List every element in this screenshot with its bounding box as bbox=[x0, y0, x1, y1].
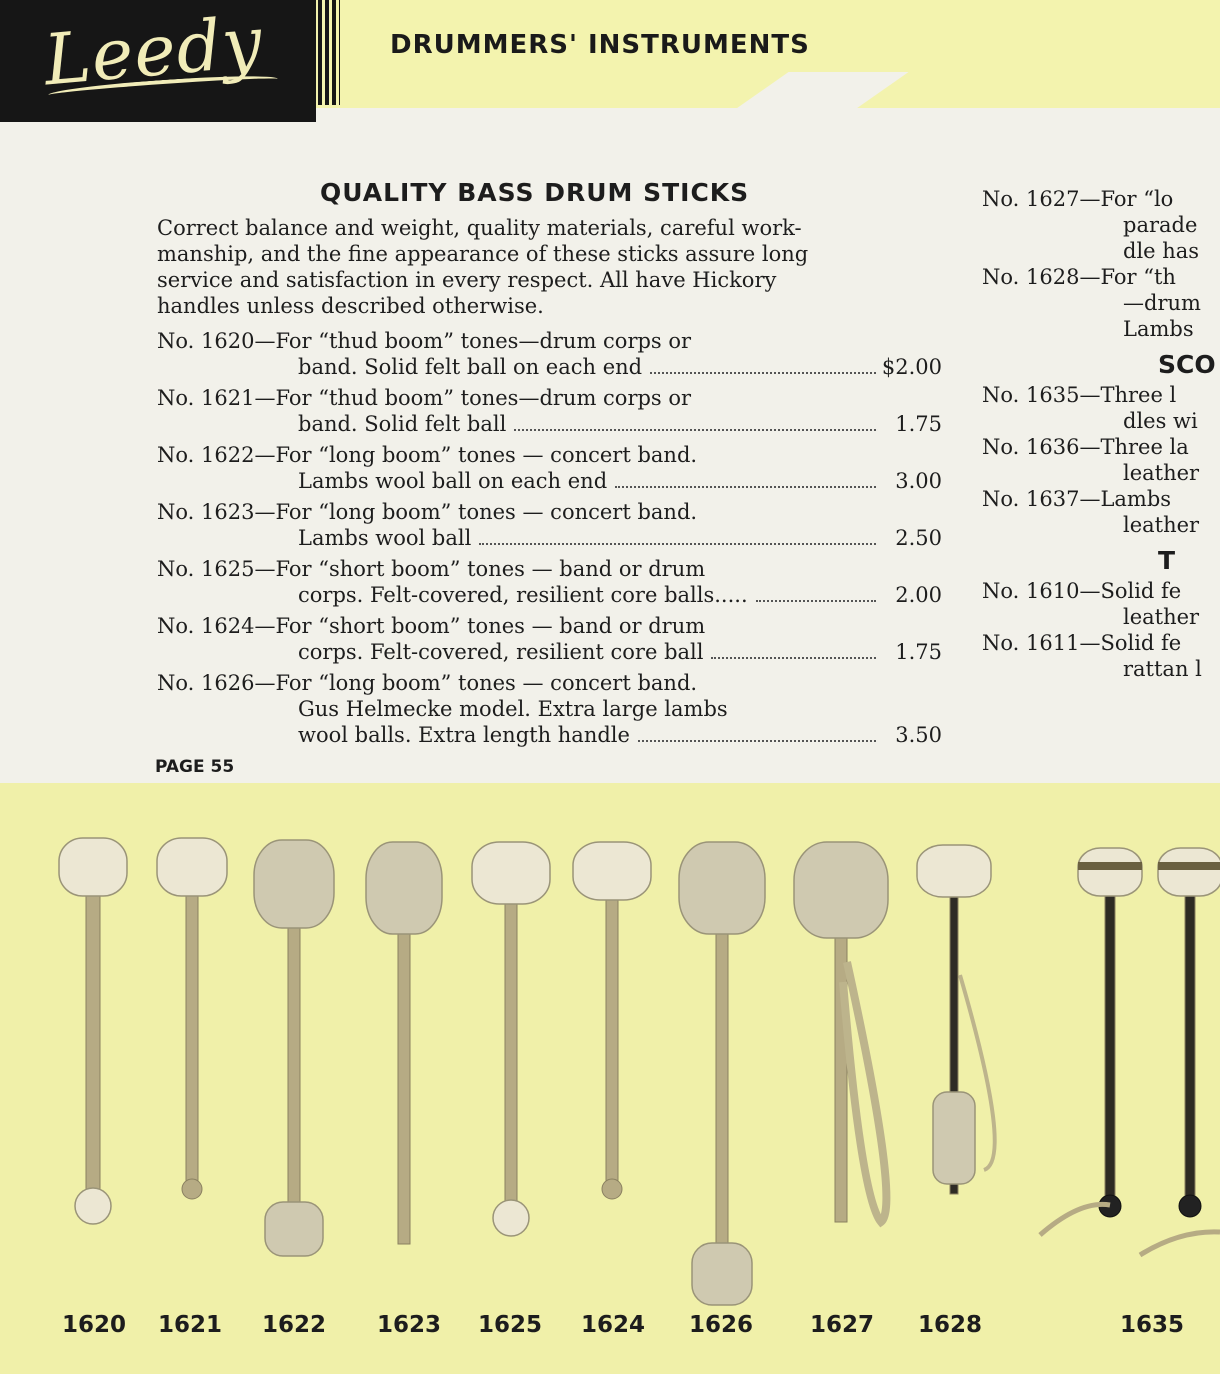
stick-label: 1625 bbox=[478, 1312, 543, 1338]
stick-strap bbox=[843, 962, 886, 1222]
item-description: corps. Felt-covered, resilient core ball bbox=[298, 640, 704, 664]
stick-head bbox=[366, 842, 442, 934]
item-last-line bbox=[157, 582, 942, 608]
leader-dots bbox=[479, 543, 876, 545]
stick-head bbox=[573, 842, 651, 900]
item-number: No. 1624— bbox=[157, 614, 276, 638]
stick-head bbox=[794, 842, 888, 938]
item-description: For “thud boom” tones—drum corps or bbox=[275, 386, 692, 410]
item-price: 3.50 bbox=[895, 723, 942, 747]
leader-dots bbox=[650, 372, 876, 374]
stick-head bbox=[1078, 848, 1142, 896]
right-column-line: dles wi bbox=[1123, 409, 1198, 433]
right-column-line: —drum bbox=[1123, 291, 1201, 315]
stick-head bbox=[917, 845, 991, 897]
intro-paragraph bbox=[157, 215, 942, 319]
right-column-line: leather bbox=[1123, 605, 1200, 629]
stick-head bbox=[59, 838, 127, 896]
item-continuation bbox=[157, 696, 942, 722]
stick-tail-ball bbox=[493, 1200, 529, 1236]
stick-handle bbox=[1105, 890, 1115, 1206]
stick-tail-knob bbox=[182, 1179, 202, 1199]
header-divider-bars bbox=[318, 0, 340, 105]
right-column-line: Lambs bbox=[1123, 317, 1194, 341]
logo-box bbox=[0, 0, 316, 122]
stick-handle bbox=[1185, 890, 1195, 1206]
item-number: No. 1620— bbox=[157, 329, 276, 353]
item-price: 1.75 bbox=[895, 640, 942, 664]
price-list-item bbox=[157, 442, 942, 494]
right-column-line: No. 1635—Three l bbox=[982, 383, 1177, 407]
stick-head-band bbox=[1078, 862, 1142, 870]
leedy-logo: Leedy bbox=[40, 0, 266, 102]
item-description: For “long boom” tones — concert band. bbox=[275, 500, 698, 524]
leader-dots bbox=[638, 740, 876, 742]
stick-head bbox=[1158, 848, 1220, 896]
leader-dots bbox=[711, 657, 876, 659]
intro-line: manship, and the fine appearance of these sticks assure long bbox=[157, 242, 809, 266]
right-column-line: No. 1627—For “lo bbox=[982, 187, 1174, 211]
item-price: 2.50 bbox=[895, 526, 942, 550]
item-description: corps. Felt-covered, resilient core balls..... bbox=[298, 583, 748, 607]
stick-handle bbox=[86, 890, 100, 1204]
item-description: Lambs wool ball on each end bbox=[298, 469, 608, 493]
stick-handle bbox=[835, 932, 847, 1222]
right-column-line: No. 1610—Solid fe bbox=[982, 579, 1182, 603]
stick-label: 1622 bbox=[262, 1312, 327, 1338]
item-description: For “short boom” tones — band or drum bbox=[275, 557, 706, 581]
right-column-heading: SCO bbox=[1158, 350, 1216, 379]
stick-head bbox=[157, 838, 227, 896]
item-description: Lambs wool ball bbox=[298, 526, 472, 550]
item-last-line bbox=[157, 468, 942, 494]
stick-grip bbox=[933, 1092, 975, 1184]
price-list-item bbox=[157, 385, 942, 437]
item-first-line bbox=[157, 556, 942, 582]
item-number: No. 1621— bbox=[157, 386, 276, 410]
item-number: No. 1622— bbox=[157, 443, 276, 467]
section-title: QUALITY BASS DRUM STICKS bbox=[320, 178, 750, 207]
right-column-line: leather bbox=[1123, 461, 1200, 485]
price-list-item bbox=[157, 670, 942, 748]
item-price: 1.75 bbox=[895, 412, 942, 436]
item-price: 3.00 bbox=[895, 469, 942, 493]
stick-label: 1623 bbox=[377, 1312, 442, 1338]
leader-dots bbox=[514, 429, 876, 431]
stick-handle bbox=[186, 890, 198, 1189]
page-number: PAGE 55 bbox=[155, 757, 235, 777]
right-column-line: dle has bbox=[1123, 239, 1200, 263]
price-list-item bbox=[157, 556, 942, 608]
stick-tail-knob bbox=[602, 1179, 622, 1199]
right-column-line: No. 1637—Lambs bbox=[982, 487, 1172, 511]
stick-head-band bbox=[1158, 862, 1220, 870]
item-description: For “long boom” tones — concert band. bbox=[275, 671, 698, 695]
item-description: For “thud boom” tones—drum corps or bbox=[275, 329, 692, 353]
header-title: DRUMMERS' INSTRUMENTS bbox=[390, 30, 810, 60]
stick-handle bbox=[505, 898, 517, 1216]
stick-tail-knob bbox=[1179, 1195, 1201, 1217]
item-description: wool balls. Extra length handle bbox=[298, 723, 630, 747]
item-last-line bbox=[157, 354, 942, 380]
stick-label: 1620 bbox=[62, 1312, 127, 1338]
item-number: No. 1623— bbox=[157, 500, 276, 524]
item-last-line bbox=[157, 639, 942, 665]
leader-dots bbox=[756, 600, 876, 602]
right-column-heading: T bbox=[1158, 546, 1176, 575]
right-column-line: rattan l bbox=[1123, 657, 1202, 681]
intro-line: handles unless described otherwise. bbox=[157, 294, 544, 318]
stick-tail-ball bbox=[75, 1188, 111, 1224]
item-number: No. 1626— bbox=[157, 671, 276, 695]
item-first-line bbox=[157, 328, 942, 354]
item-first-line bbox=[157, 442, 942, 468]
stick-handle bbox=[398, 928, 410, 1244]
item-price: $2.00 bbox=[881, 355, 942, 379]
stick-tail-wool bbox=[692, 1243, 752, 1305]
item-price: 2.00 bbox=[895, 583, 942, 607]
item-first-line bbox=[157, 385, 942, 411]
right-column-cropped bbox=[982, 186, 1220, 682]
intro-line: Correct balance and weight, quality materials, careful work- bbox=[157, 216, 802, 240]
item-description: band. Solid felt ball bbox=[298, 412, 507, 436]
item-last-line bbox=[157, 722, 942, 748]
right-column-line: leather bbox=[1123, 513, 1200, 537]
item-last-line bbox=[157, 411, 942, 437]
item-number: No. 1625— bbox=[157, 557, 276, 581]
price-list bbox=[157, 328, 942, 753]
item-first-line bbox=[157, 670, 942, 696]
item-last-line bbox=[157, 525, 942, 551]
right-column-line: No. 1636—Three la bbox=[982, 435, 1189, 459]
stick-label: 1628 bbox=[918, 1312, 983, 1338]
price-list-item bbox=[157, 613, 942, 665]
stick-label: 1621 bbox=[158, 1312, 223, 1338]
stick-label: 1624 bbox=[581, 1312, 646, 1338]
right-column-line: parade bbox=[1123, 213, 1198, 237]
intro-line: service and satisfaction in every respect. All have Hickory bbox=[157, 268, 777, 292]
item-description: For “short boom” tones — band or drum bbox=[275, 614, 706, 638]
stick-label: 1627 bbox=[810, 1312, 875, 1338]
stick-head bbox=[254, 840, 334, 928]
stick-head bbox=[679, 842, 765, 934]
stick-head bbox=[472, 842, 550, 904]
item-first-line bbox=[157, 613, 942, 639]
stick-tail-wool bbox=[265, 1202, 323, 1256]
drum-sticks-photo bbox=[0, 783, 1220, 1374]
item-description: band. Solid felt ball on each end bbox=[298, 355, 643, 379]
stick-label: 1635 bbox=[1120, 1312, 1185, 1338]
product-photo-strip bbox=[0, 783, 1220, 1374]
right-column-line: No. 1611—Solid fe bbox=[982, 631, 1182, 655]
item-description: For “long boom” tones — concert band. bbox=[275, 443, 698, 467]
right-column-line: No. 1628—For “th bbox=[982, 265, 1176, 289]
leader-dots bbox=[615, 486, 876, 488]
stick-label: 1626 bbox=[689, 1312, 754, 1338]
price-list-item bbox=[157, 328, 942, 380]
item-first-line bbox=[157, 499, 942, 525]
stick-handle bbox=[606, 894, 618, 1189]
price-list-item bbox=[157, 499, 942, 551]
item-description: Gus Helmecke model. Extra large lambs bbox=[298, 697, 728, 721]
